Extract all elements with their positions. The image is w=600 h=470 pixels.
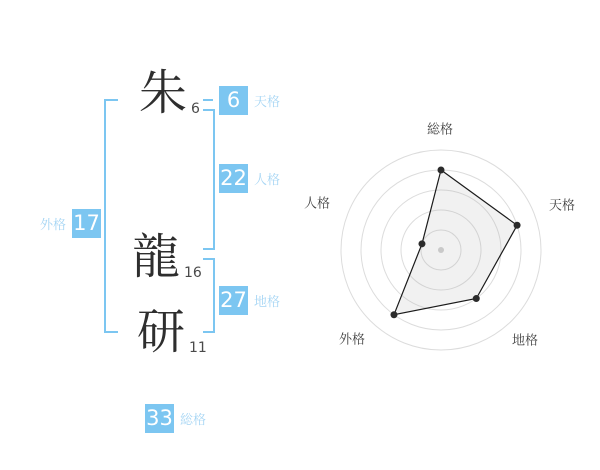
name-char-row-2 [132,229,202,285]
vertex-dot-2 [514,222,521,229]
axis-label-5: 人格 [303,196,331,212]
stroke-count-3: 11 [189,339,207,356]
name-char-row-1 [139,65,200,121]
kanji-glyph-1: 朱 [139,65,188,121]
vertex-dot-5 [418,240,425,247]
axis-label-1: 総格 [426,122,454,138]
radar-polygon [394,170,517,315]
axis-label-3: 地格 [511,333,539,349]
jinkaku-bracket [203,109,215,250]
kanji-glyph-3: 研 [137,304,186,360]
gaikaku-value: 17 [72,209,101,238]
tenkaku-value: 6 [219,86,248,115]
radar-chart [297,113,587,358]
vertex-dot-3 [473,295,480,302]
tenkaku-badge [219,86,280,115]
vertex-dot-1 [438,167,445,174]
chikaku-badge [219,286,280,315]
jinkaku-value: 22 [219,164,248,193]
stroke-count-1: 6 [191,100,200,117]
tenkaku-label: 天格 [254,95,281,110]
gaikaku-label: 外格 [40,218,67,233]
vertex-dot-4 [390,311,397,318]
stroke-count-2: 16 [184,264,202,281]
name-char-row-3 [137,304,207,360]
tenkaku-tick-line [203,99,213,101]
soukaku-label: 総格 [180,413,207,428]
soukaku-badge [145,404,206,433]
radar-chart-panel [297,113,587,358]
axis-label-2: 天格 [548,198,576,214]
gaikaku-badge [40,209,101,238]
chikaku-label: 地格 [254,295,281,310]
axis-label-4: 外格 [338,332,366,348]
soukaku-value: 33 [145,404,174,433]
jinkaku-label: 人格 [254,173,281,188]
center-dot [438,247,444,253]
kanji-glyph-2: 龍 [132,229,181,285]
chikaku-value: 27 [219,286,248,315]
gaikaku-bracket [104,99,118,333]
jinkaku-badge [219,164,280,193]
